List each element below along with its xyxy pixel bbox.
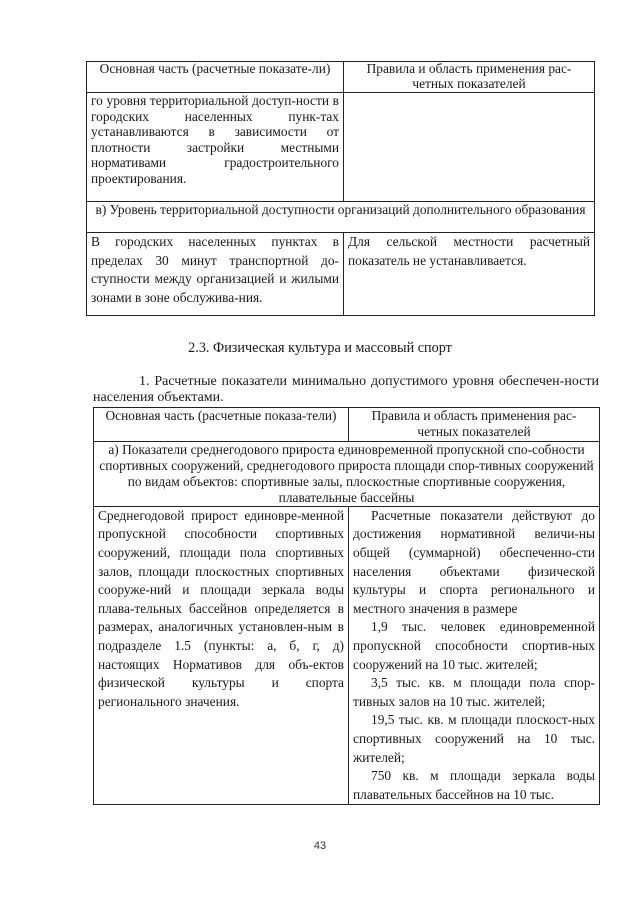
row-right-cell xyxy=(344,93,595,202)
rules-item: 3,5 тыс. кв. м площади пола спор-тивных залов на 10 тыс. жителей; xyxy=(353,675,595,709)
table-row xyxy=(94,506,600,805)
header-main-part: Основная часть (расчетные показа-тели) xyxy=(94,408,349,442)
header-rules: Правила и область применения рас-четных показателей xyxy=(349,408,600,442)
rules-item: 1,9 тыс. человек единовременной пропускной способности спортив-ных сооружений на 10 тыс. жителей; xyxy=(353,619,595,672)
section-row xyxy=(94,441,600,506)
section-heading: 2.3. Физическая культура и массовый спорт xyxy=(188,340,452,356)
row-right-cell: Для сельской местности расчетный показатель не устанавливается. xyxy=(344,233,595,316)
header-main-part: Основная часть (расчетные показате-ли) xyxy=(87,62,344,93)
rules-item: 750 кв. м площади зеркала воды плавательных бассейнов на 10 тыс. xyxy=(353,768,595,802)
row-right-cell xyxy=(349,506,600,805)
section-b-title: в) Уровень территориальной доступности организаций дополнительного образования xyxy=(87,202,595,233)
table-row xyxy=(87,233,595,316)
sport-norms-table xyxy=(93,407,600,805)
row-left-cell: го уровня территориальной доступ-ности в городских населенных пунк-тах устанавливаются в зависимости от плотности застройки местными нормативами градостроительного проектирования. xyxy=(87,93,344,202)
table-header-row xyxy=(94,408,600,442)
row-left-cell: В городских населенных пунктах в пределах 30 минут транспортной до-ступности между организацией и жилыми зонами в зоне обслужива-ния. xyxy=(87,233,344,316)
norms-table-continued xyxy=(86,61,595,316)
rules-intro: Расчетные показатели действуют до достижения нормативной величи-ны общей (суммарной) обеспеченно-сти населения объектами физической культуры и спорта регионального и местного значения в размере xyxy=(353,507,595,616)
section-a-title: а) Показатели среднегодового прироста единовременной пропускной спо-собности спортивных сооружений, среднегодового прироста площади спор-тивных сооружений по видам объектов: спортивные залы, плоскостные спортивные сооружения, плавательные бассейны xyxy=(94,441,600,506)
rules-item: 19,5 тыс. кв. м площади плоскост-ных спортивных сооружений на 10 тыс. жителей; xyxy=(353,712,595,765)
table-row xyxy=(87,93,595,202)
row-left-cell: Среднегодовой прирост единовре-менной пропускной способности спортивных сооружений, площади пола спортивных залов, площади плоскостных спортивных сооруже-ний и площади зеркала воды плава-тельных бассейнов определяется в размерах, аналогичных установлен-ным в подразделе 1.5 (пункты: а, б, г, д) настоящих Нормативов для объ-ектов физической культуры и спорта регионального значения. xyxy=(94,506,349,805)
paragraph: 1. Расчетные показатели минимально допустимого уровня обеспечен-ности населения объектами. xyxy=(93,374,599,405)
section-row xyxy=(87,202,595,233)
table-header-row xyxy=(87,62,595,93)
page-number: 43 xyxy=(313,840,327,852)
header-rules: Правила и область применения рас-четных показателей xyxy=(344,62,595,93)
